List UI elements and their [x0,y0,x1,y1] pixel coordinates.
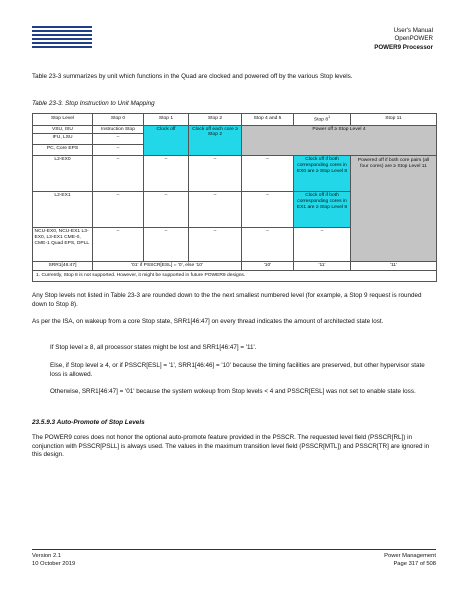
doc-date: 10 October 2019 [32,560,76,567]
table-note-row [33,271,437,282]
paragraph-stop8: If Stop level ≥ 8, all processor states might be lost and SRR1[46:47] = '11'. [50,344,257,351]
row-label: PC, Core EPS [33,145,93,156]
page-number: Page 317 of 508 [393,560,436,567]
col-header: Stop Level [33,114,93,126]
paragraph-rounding: Any Stop levels not listed in Table 23-3 are rounded down to the the next smallest numbered level (for example, a Stop 9 request is rounded down to Stop 8). [32,292,422,308]
table-cell: – [144,228,189,262]
intro-paragraph: Table 23-3 summarizes by unit which functions in the Quad are clocked and powered off by the various Stop levels. [32,73,353,80]
table-cell: Clock off each core ≥ Stop 2 [189,125,242,156]
footer-left [32,553,75,568]
table-row [33,125,437,134]
col-header: Stop 0 [93,114,144,126]
table-cell: – [294,228,351,262]
table-cell: – [242,228,294,262]
table-cell: – [189,192,242,228]
table-cell: Power off ≥ Stop Level 4 [242,125,437,156]
col-header: Stop 1 [144,114,189,126]
row-label: L2-EX0 [33,156,93,192]
table-footnote: 1. Currently, Stop 8 is not supported. However, it might be supported in future POWER9 designs. [33,271,437,282]
col-header: Stop 11 [351,114,437,126]
doc-version: Version 2.1 [32,553,62,559]
paragraph-stop4: Else, if Stop level ≥ 4, or if PSSCR[ESL] = '1', SRR1[46:46] = '10' because the timing facilities are preserved, but other hypervisor state loss is allowed. [50,362,425,378]
table-cell: Instruction Stop [93,125,144,134]
table-header-row [33,114,437,126]
table-cell: Clock off if both corresponding cores in EX1 are ≥ Stop Level 8 [294,192,351,228]
table-row [33,156,437,192]
table-cell: Clock off if both corresponding cores in EX0 are ≥ Stop Level 8 [294,156,351,192]
table-cell: Clock off [144,125,189,156]
table-cell: '11' [351,262,437,271]
product-name: POWER9 Processor [374,43,433,51]
table-cell: – [93,228,144,262]
table-caption: Table 23-3. Stop Instruction to Unit Mapping [32,100,155,107]
table-row [33,262,437,271]
table-cell: – [242,156,294,192]
col-header: Stop 4 and 5 [242,114,294,126]
footer-rule [32,549,436,550]
table-cell: – [144,156,189,192]
table-cell: '11' [294,262,351,271]
row-label: VSU, ISU [33,125,93,134]
table-cell: '01' if PSSCR[ESL] = '0', else '10' [93,262,242,271]
row-label: SRR1[46:47] [33,262,93,271]
table-cell: – [93,145,144,156]
table-cell: – [242,192,294,228]
paragraph-otherwise: Otherwise, SRR1[46:47] = '01' because the system wokeup from Stop levels < 4 and PSSCR[ESL] was not set to enable state loss. [50,388,416,395]
table-cell: – [189,228,242,262]
table-cell: – [189,156,242,192]
row-label: NCU-EX0, NCU-EX1 L3-EX0, L3-EX1 CME-0, CME-1 Quad EPS, DPLL [33,228,93,262]
ibm-logo-text [32,24,92,50]
row-label: IFU, LSU [33,134,93,145]
paragraph-auto-promote: The POWER9 cores does not honor the optional auto-promote feature provided in the PSSCR. The requested level field (PSSCR[RL]) in conjunction with PSSCR[PSLL] is always used. The values in the maximum transition level field (PSSCR[MTL]) and PSSCR[TR] are ignored in this design. [32,434,430,459]
table-cell: – [144,192,189,228]
table-cell: – [93,134,144,145]
table-cell: – [93,192,144,228]
stop-mapping-table [32,113,437,282]
footnote-mark: 1 [328,115,331,119]
table-cell: Powered off if both core pairs (all four cores) are ≥ Stop Level 11 [351,156,437,262]
footer-right [384,553,436,568]
paragraph-wakeup: As per the ISA, on wakeup from a core Stop state, SRR1[46:47] on every thread indicates the amount of architected state lost. [32,318,384,325]
col-header: Stop $8^1$ [294,114,351,126]
section-heading: 23.5.9.3 Auto-Promote of Stop Levels [32,419,145,426]
table-cell: – [93,156,144,192]
col-header: Stop 2 [189,114,242,126]
table-cell: '10' [242,262,294,271]
product-line: OpenPOWER [394,35,433,43]
row-label: L2-EX1 [33,192,93,228]
chapter-name: Power Management [384,553,436,559]
manual-type: User's Manual [393,27,433,34]
document-header [374,27,433,52]
